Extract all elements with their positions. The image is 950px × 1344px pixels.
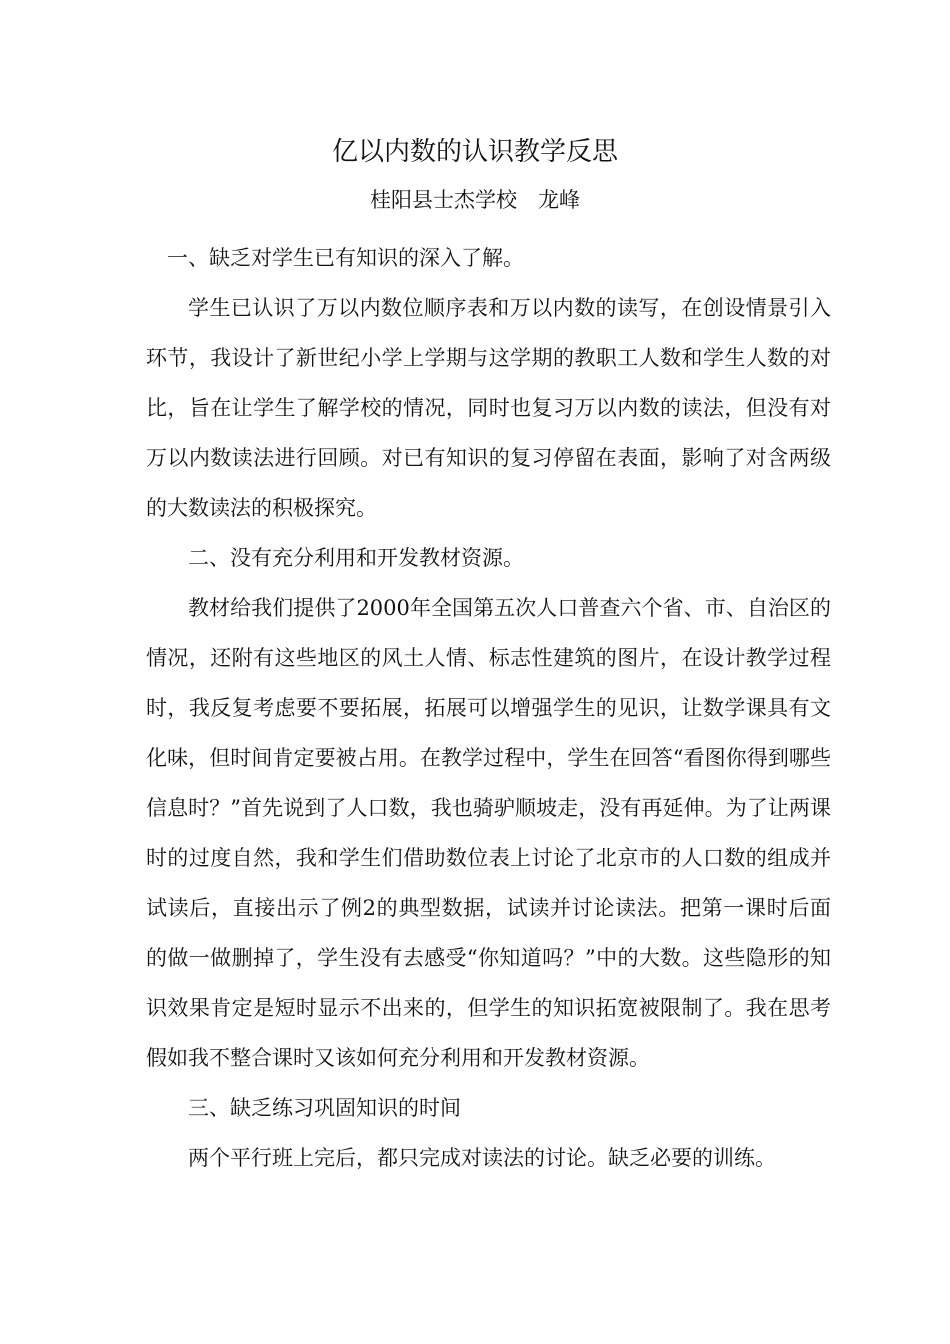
paragraph-2: 教材给我们提供了2000年全国第五次人口普查六个省、市、自治区的情况，还附有这些地区的风土人情、标志性建筑的图片，在设计教学过程时，我反复考虑要不要拓展，拓展可以增强学生的见识，让数学课具有文化味，但时间肯定要被占用。在教学过程中，学生在回答“看图你得到哪些信息时？”首先说到了人口数，我也骑驴顺坡走，没有再延伸。为了让两课时的过度自然，我和学生们借助数位表上讨论了北京市的人口数的组成并试读后，直接出示了例2的典型数据，试读并讨论读法。把第一课时后面的做一做删掉了，学生没有去感受“你知道吗？”中的大数。这些隐形的知识效果肯定是短时显示不出来的，但学生的知识拓宽被限制了。我在思考假如我不整合课时又该如何充分利用和开发教材资源。 bbox=[146, 596, 831, 1070]
paragraph-3: 两个平行班上完后，都只完成对读法的讨论。缺乏必要的训练。 bbox=[188, 1146, 776, 1170]
section-heading-3: 三、缺乏练习巩固知识的时间 bbox=[188, 1096, 461, 1120]
author-line: 桂阳县士杰学校 龙峰 bbox=[370, 188, 580, 212]
document-title: 亿以内数的认识教学反思 bbox=[331, 137, 618, 167]
section-heading-2: 二、没有充分利用和开发教材资源。 bbox=[188, 546, 524, 570]
paragraph-1: 学生已认识了万以内数位顺序表和万以内数的读写，在创设情景引入环节，我设计了新世纪小学上学期与这学期的教职工人数和学生人数的对比，旨在让学生了解学校的情况，同时也复习万以内数的读法，但没有对万以内数读法进行回顾。对已有知识的复习停留在表面，影响了对含两级的大数读法的积极探究。 bbox=[146, 296, 831, 520]
document-body bbox=[146, 233, 831, 1183]
section-heading-1: 一、缺乏对学生已有知识的深入了解。 bbox=[167, 246, 524, 270]
